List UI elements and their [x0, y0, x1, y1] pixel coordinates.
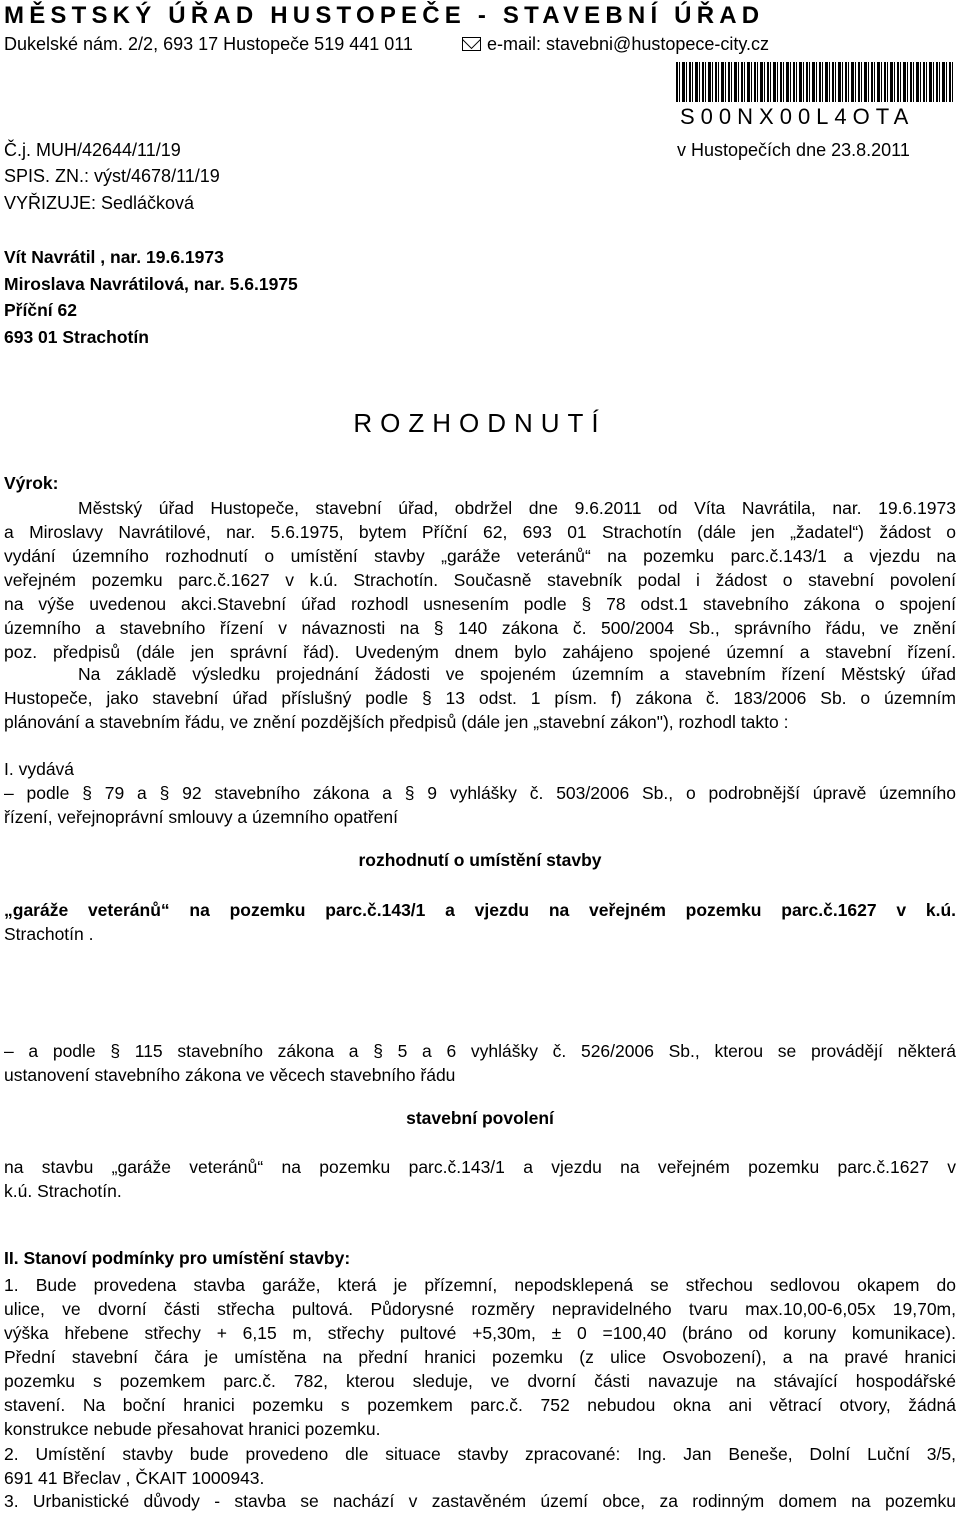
document-date: v Hustopečích dne 23.8.2011 — [677, 140, 910, 160]
text-line: Městský úřad Hustopeče, stavební úřad, obdržel dne 9.6.2011 od Víta Navrátila, nar. 19.6.1973 — [78, 498, 956, 518]
paragraph-podle-115 — [4, 1039, 956, 1087]
section-i-label: I. vydává — [4, 759, 75, 779]
recipient-line: Miroslava Navrátilová, nar. 5.6.1975 — [4, 273, 298, 294]
text-line: výška hřebene střechy + 6,15 m, střechy pultové +5,30m, ± 0 =100,40 (bráno od koruny komunikace). — [4, 1323, 956, 1343]
paragraph-intro — [4, 496, 956, 664]
text-line: na stavbu „garáže veteránů“ na pozemku parc.č.143/1 a vjezdu na veřejném pozemku parc.č.1627 v — [4, 1157, 956, 1177]
text-line: plánování a stavebním řádu, ve znění pozdějších předpisů (dále jen „stavební zákon"), rozhodl takto : — [4, 712, 789, 732]
condition-2 — [4, 1442, 956, 1490]
recipient-line: Vít Navrátil , nar. 19.6.1973 — [4, 247, 224, 267]
recipient-line: 693 01 Strachotín — [4, 326, 149, 347]
letterhead-title: MĚSTSKÝ ÚŘAD HUSTOPEČE - STAVEBNÍ ÚŘAD — [4, 2, 765, 29]
text-line: poz. předpisů (dále jen správní řád). Uvedeným dnem bylo zahájeno spojené územní a stavební řízení. — [4, 642, 956, 662]
condition-1 — [4, 1273, 956, 1441]
address-text: Dukelské nám. 2/2, 693 17 Hustopeče 519 441 011 — [4, 34, 413, 54]
text-line: – a podle § 115 stavebního zákona a § 5 a 6 vyhlášky č. 526/2006 Sb., kterou se provádějí některá — [4, 1041, 956, 1061]
reference-number: Č.j. MUH/42644/11/19 — [4, 140, 181, 160]
barcode — [676, 62, 954, 102]
verdict-label: Výrok: — [4, 473, 59, 493]
envelope-icon — [462, 37, 481, 51]
paragraph-garage-placement — [4, 898, 956, 946]
building-permit-heading: stavební povolení — [406, 1108, 554, 1128]
text-line: 1. Bude provedena stavba garáže, která je přízemní, nepodsklepená se střechou sedlovou okapem do — [4, 1275, 956, 1295]
text-line: Strachotín . — [4, 924, 94, 944]
text-line: pozemku s pozemkem parc.č. 782, kterou sleduje, ve dvorní části navazuje na stávající hospodářské — [4, 1371, 956, 1391]
text-line: na výše uvedenou akci.Stavební úřad rozhodl usnesením podle § 78 odst.1 stavebního zákona o spojení — [4, 594, 956, 614]
text-line: k.ú. Strachotín. — [4, 1181, 122, 1201]
text-line: 2. Umístění stavby bude provedeno dle situace stavby zpracované: Ing. Jan Beneše, Dolní Luční 3/5, — [4, 1444, 956, 1464]
paragraph-decision — [4, 662, 956, 734]
email-line — [462, 32, 769, 56]
text-line: ustanovení stavebního zákona ve věcech stavebního řádu — [4, 1065, 456, 1085]
document-title: ROZHODNUTÍ — [353, 408, 607, 438]
recipient-address — [4, 244, 298, 350]
text-line: vydání územního rozhodnutí o umístění stavby „garáže veteránů“ na pozemku parc.č.143/1 a vjezdu na — [4, 546, 956, 566]
text-line: stavení. Na boční hranici pozemku s pozemkem parc.č. 752 nebudou okna ani větrací otvory, žádná — [4, 1395, 956, 1415]
paragraph-podle-79 — [4, 781, 956, 829]
section-ii-heading: II. Stanoví podmínky pro umístění stavby: — [4, 1248, 351, 1268]
text-line: – podle § 79 a § 92 stavebního zákona a § 9 vyhlášky č. 503/2006 Sb., o podrobnější úpravě územního — [4, 783, 956, 803]
text-line: 3. Urbanistické důvody - stavba se nachází v zastavěném území obce, za rodinným domem na pozemku — [4, 1491, 956, 1511]
text-line: „garáže veteránů“ na pozemku parc.č.143/1 a vjezdu na veřejném pozemku parc.č.1627 v k.ú. — [4, 900, 956, 920]
text-line: veřejném pozemku parc.č.1627 v k.ú. Strachotín. Současně stavebník podal i žádost o stavební povolení — [4, 570, 956, 590]
condition-3 — [4, 1489, 956, 1513]
text-line: územního a stavebního řízení v návaznosti na § 140 zákona č. 500/2004 Sb., správního řádu, ve znění — [4, 618, 956, 638]
text-line: konstrukce nebude přesahovat hranici pozemku. — [4, 1419, 381, 1439]
text-line: a Miroslavy Navrátilové, nar. 5.6.1975, bytem Příční 62, 693 01 Strachotín (dále jen „žadatel“) žádost o — [4, 522, 956, 542]
barcode-text: S00NX00L4OTA — [680, 104, 915, 129]
letterhead-address — [4, 32, 956, 56]
text-line: Přední stavební čára je umístěna na přední hranici pozemku (z ulice Osvobození), a na pravé hranici — [4, 1347, 956, 1367]
text-line: Na základě výsledku projednání žádosti ve spojeném územním a stavebním řízení Městský úřad — [78, 664, 956, 684]
text-line: ulice, ve dvorní části střecha pultová. Půdorysné rozměry nepravidelného tvaru max.10,00-6,05x 19,70m, — [4, 1299, 956, 1319]
recipient-line: Příční 62 — [4, 300, 77, 320]
handled-by: VYŘIZUJE: Sedláčková — [4, 193, 195, 213]
file-number: SPIS. ZN.: výst/4678/11/19 — [4, 166, 220, 186]
email-text: e-mail: stavebni@hustopece-city.cz — [487, 34, 770, 54]
placement-decision-heading: rozhodnutí o umístění stavby — [358, 850, 602, 870]
paragraph-garage-permit — [4, 1155, 956, 1203]
text-line: Hustopeče, jako stavební úřad příslušný podle § 13 odst. 1 písm. f) zákona č. 183/2006 Sb. o územním — [4, 688, 956, 708]
text-line: 691 41 Břeclav , ČKAIT 1000943. — [4, 1468, 265, 1488]
text-line: řízení, veřejnoprávní smlouvy a územního opatření — [4, 807, 398, 827]
